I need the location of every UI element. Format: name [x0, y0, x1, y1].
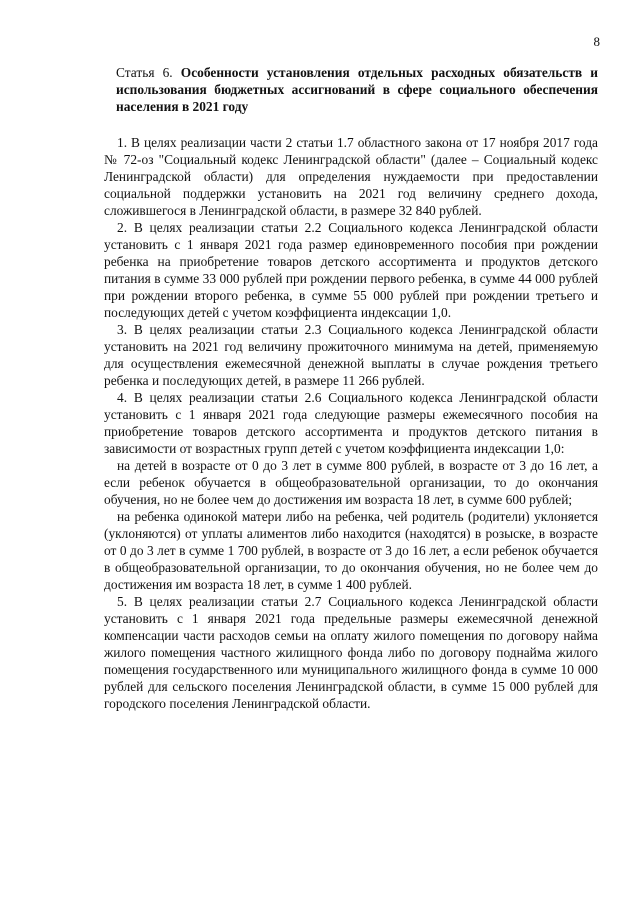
paragraph-4-item-single-mother: на ребенка одинокой матери либо на ребенка, чей родитель (родители) уклоняется (уклоняются) от уплаты алиментов либо находится (находятся) в розыске, в возрасте от 0 до 3 лет в сумме 1 700 рублей, в возрасте от 3 до 16 лет, а если ребенок обучается в общеобразовательной организации, то до окончания обучения, но не более чем до достижения им возраста 18 лет, в сумме 1 400 рублей.: [104, 509, 598, 592]
paragraph-4: 4. В целях реализации статьи 2.6 Социального кодекса Ленинградской области установить с 1 января 2021 года следующие размеры ежемесячного пособия на приобретение товаров детского ассортимента и продуктов детского питания в зависимости от возрастных групп детей с учетом коэффициента индексации 1,0:: [104, 390, 598, 456]
paragraph-5: 5. В целях реализации статьи 2.7 Социального кодекса Ленинградской области установить с 1 января 2021 года предельные размеры ежемесячной денежной компенсации части расходов семьи на оплату жилого помещения по договору найма жилого помещения частного жилищного фонда либо по договору поднайма жилого помещения государственного или муниципального жилищного фонда в сумме 10 000 рублей для сельского поселения Ленинградской области, в сумме 15 000 рублей для городского поселения Ленинградской области.: [104, 594, 598, 711]
paragraph-1: 1. В целях реализации части 2 статьи 1.7 областного закона от 17 ноября 2017 года № 72-оз "Социальный кодекс Ленинградской области" (далее – Социальный кодекс Ленинградской области) для определения нуждаемости при предоставлении социальной поддержки установить на 2021 год величину среднего дохода, сложившегося в Ленинградской области, в размере 32 840 рублей.: [104, 135, 598, 218]
paragraph-3: 3. В целях реализации статьи 2.3 Социального кодекса Ленинградской области установить на 2021 год величину прожиточного минимума на детей, применяемую для осуществления ежемесячной денежной выплаты в случае рождения третьего ребенка и последующих детей, в размере 11 266 рублей.: [104, 322, 598, 388]
article-heading: [104, 64, 598, 115]
article-title: Особенности установления отдельных расходных обязательств и использования бюджетных ассигнований в сфере социального обеспечения населения в 2021 году: [116, 65, 598, 114]
article-label: Статья 6.: [116, 65, 173, 80]
paragraph-4-item-children: на детей в возрасте от 0 до 3 лет в сумме 800 рублей, в возрасте от 3 до 16 лет, а если ребенок обучается в общеобразовательной организации, то до окончания обучения, но не более чем до достижения им возраста 18 лет, в сумме 600 рублей;: [104, 458, 598, 507]
paragraph-2: 2. В целях реализации статьи 2.2 Социального кодекса Ленинградской области установить с 1 января 2021 года размер единовременного пособия при рождении ребенка на приобретение товаров детского ассортимента и продуктов детского питания в сумме 33 000 рублей при рождении первого ребенка, в сумме 44 000 рублей при рождении второго ребенка, в сумме 55 000 рублей при рождении третьего и последующих детей с учетом коэффициента индексации 1,0.: [104, 220, 598, 320]
document-body: [104, 64, 598, 712]
page-number: 8: [593, 34, 600, 49]
